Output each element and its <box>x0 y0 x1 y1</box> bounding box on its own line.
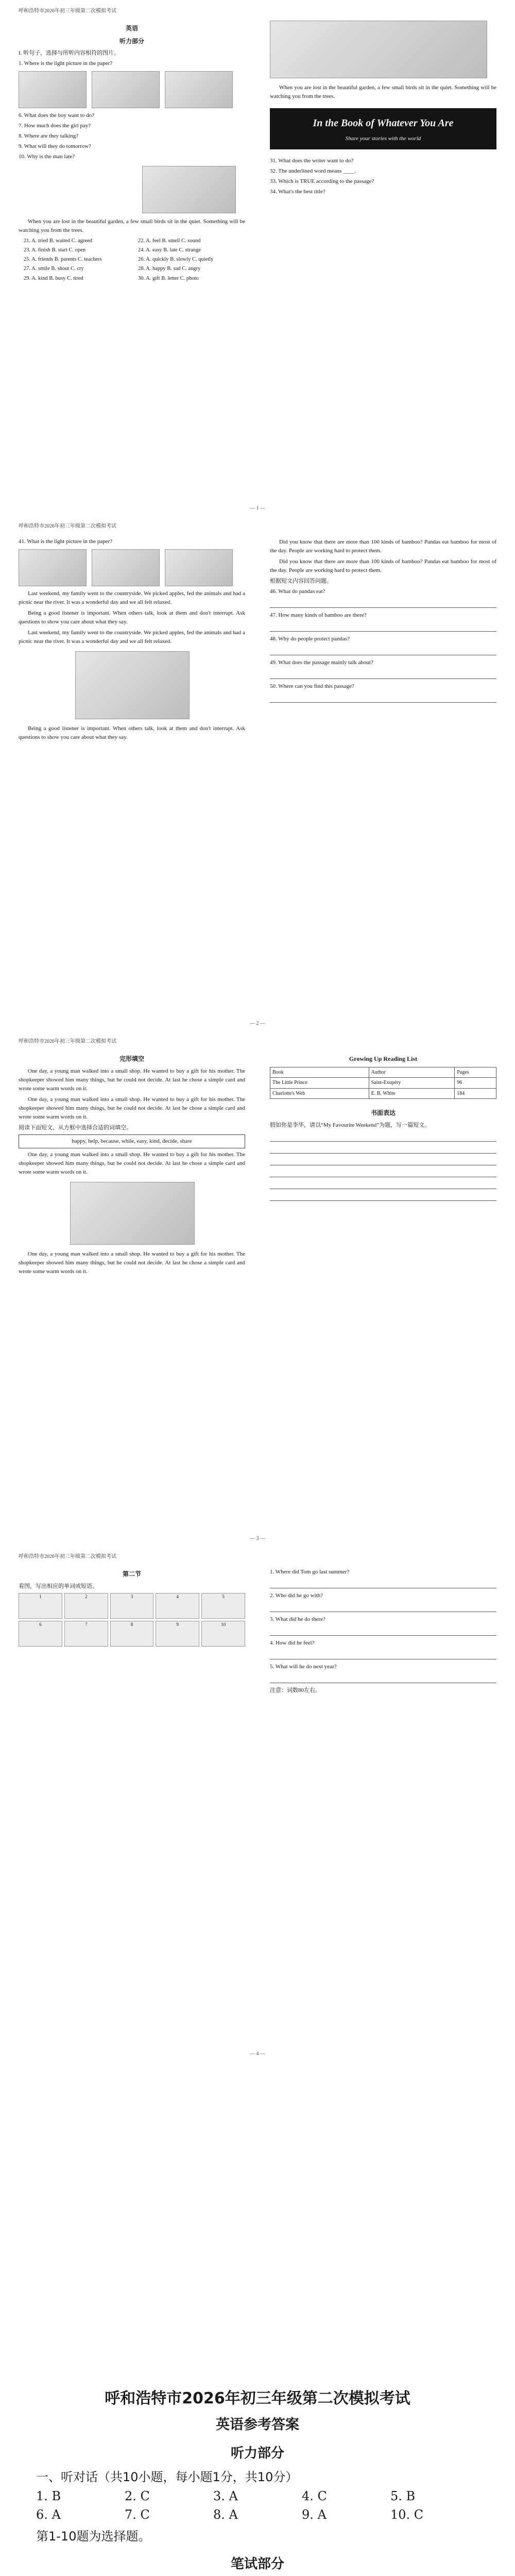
answer: 6. A <box>36 2507 61 2522</box>
cloze-option: 24. A. easy B. late C. strange <box>138 247 201 253</box>
picture-option-b <box>92 71 160 108</box>
page4-left-column <box>19 1566 245 1649</box>
writing-line[interactable] <box>270 1180 496 1189</box>
answer-line[interactable] <box>270 1603 496 1612</box>
picture-grid <box>19 1593 245 1647</box>
picture-option-b <box>92 549 160 586</box>
cloze-option: 25. A. friends B. parents C. teachers <box>24 257 102 263</box>
answer: 3. A <box>213 2489 238 2503</box>
answer-row <box>36 2507 479 2522</box>
table-title: Growing Up Reading List <box>349 1055 418 1062</box>
cloze-options <box>24 237 245 283</box>
table-cell: Saint-Exupéry <box>369 1078 455 1089</box>
cloze-passage: One day, a young man walked into a small shop. He wanted to buy a gift for his mother. The shopkeeper showed him many things, but he could not decide. At last he chose a simple card and wrote some warm words on it. <box>19 1096 245 1120</box>
dialog-question: 9. What will they do tomorrow? <box>19 143 91 150</box>
passage-b: Being a good listener is important. When others talk, look at them and don't interrupt. Ask questions to show you care about what they say. <box>19 610 245 625</box>
grid-picture: 3 <box>110 1593 154 1619</box>
answer-line[interactable] <box>270 1674 496 1683</box>
page1-left-column <box>19 21 245 283</box>
question-1: 1. Where is the light picture in the paper? <box>19 60 113 67</box>
page3-left-column <box>19 1051 245 1278</box>
question: 2. Who did he go with? <box>270 1592 323 1599</box>
page1-right-column <box>270 21 496 198</box>
question: 4. How did he feel? <box>270 1640 315 1647</box>
section-title: 第二节 <box>122 1570 141 1578</box>
book-poster <box>270 108 496 149</box>
grid-picture: 1 <box>19 1593 62 1619</box>
answer: 8. A <box>213 2507 238 2522</box>
listening-heading: 听力部分 <box>230 2446 284 2461</box>
poster-title: In the Book of Whatever You Are <box>313 117 454 129</box>
table-cell: 96 <box>455 1078 496 1089</box>
cloze-option: 28. A. happy B. sad C. angry <box>138 266 201 272</box>
right-question: 34. What's the best title? <box>270 189 325 195</box>
writing-line[interactable] <box>270 1192 496 1201</box>
answer: 2. C <box>125 2489 150 2503</box>
passage-photo <box>75 651 190 719</box>
answer: 10. C <box>390 2507 424 2522</box>
table-cell: Charlotte's Web <box>270 1088 369 1099</box>
cloze-passage: One day, a young man walked into a small shop. He wanted to buy a gift for his mother. The shopkeeper showed him many things, but he could not decide. At last he chose a simple card and wrote some warm words on it. <box>19 1151 245 1176</box>
answer: 1. B <box>36 2489 61 2503</box>
right-question: 50. Where can you find this passage? <box>270 683 354 690</box>
table-row <box>270 1067 496 1078</box>
answer-line[interactable] <box>270 599 496 608</box>
table-cell: 184 <box>455 1088 496 1099</box>
answer-key <box>36 2385 479 2576</box>
listening-section: 听力部分 <box>119 37 144 45</box>
answer-line[interactable] <box>270 670 496 679</box>
word-box: happy, help, because, while, easy, kind, decide, share <box>19 1134 245 1148</box>
grid-picture: 9 <box>156 1621 199 1647</box>
writing-line[interactable] <box>270 1145 496 1154</box>
picture-option-c <box>165 549 233 586</box>
dialog-question: 7. How much does the girl pay? <box>19 123 91 129</box>
table-row <box>270 1088 496 1099</box>
reading-list-table <box>270 1067 496 1099</box>
grid-caption: 看图，写出相应的单词或短语。 <box>19 1583 98 1589</box>
grid-picture: 6 <box>19 1621 62 1647</box>
writing-title: 书面表达 <box>370 1109 396 1117</box>
dialog-question: 8. Where are they talking? <box>19 133 79 140</box>
answer: 7. C <box>125 2507 150 2522</box>
answer-instruction: 根据短文内容回答问题。 <box>270 578 332 585</box>
writing-line[interactable] <box>270 1133 496 1142</box>
page-footer: — 1 — <box>250 505 265 511</box>
blank-page-area <box>0 2061 515 2370</box>
answer: 5. B <box>390 2489 416 2503</box>
grid-picture: 7 <box>64 1621 108 1647</box>
question-41: 41. What is the light picture in the paper? <box>19 538 113 545</box>
part1-instruction: I. 听句子，选择与所听内容相符的图片。 <box>19 50 120 57</box>
cloze-option: 30. A. gift B. letter C. photo <box>138 275 199 281</box>
cloze-option: 26. A. quickly B. slowly C. quietly <box>138 257 214 263</box>
cloze-option: 21. A. tried B. waited C. agreed <box>24 238 92 244</box>
page2-left-column <box>19 536 245 744</box>
answer-line[interactable] <box>270 1627 496 1636</box>
passage-a: Last weekend, my family went to the countryside. We picked apples, fed the animals and had a picnic near the river. It was a wonderful day and we all felt relaxed. <box>19 590 245 606</box>
cloze-option: 27. A. smile B. shout C. cry <box>24 266 84 272</box>
table-cell: E. B. White <box>369 1088 455 1099</box>
page4-right-column <box>270 1566 496 1697</box>
answer-line[interactable] <box>270 694 496 703</box>
page-footer: — 2 — <box>250 1021 265 1026</box>
question: 3. What did he do there? <box>270 1616 325 1623</box>
written-heading: 笔试部分 <box>230 2556 284 2572</box>
section-title: 完形填空 <box>119 1055 144 1062</box>
answer-key-title: 呼和浩特市2026年初三年级第二次模拟考试 <box>105 2389 410 2408</box>
cloze-option: 23. A. finish B. start C. open <box>24 247 86 253</box>
answer: 9. A <box>302 2507 327 2522</box>
writing-line[interactable] <box>270 1157 496 1165</box>
right-passage: Did you know that there are more than 100 kinds of bamboo? Pandas eat bamboo for most of the day. People are working hard to protect them. <box>270 539 496 554</box>
page-footer: — 4 — <box>250 2051 265 2057</box>
footnote: 注意：词数80左右。 <box>270 1687 321 1694</box>
page-footer: — 3 — <box>250 1536 265 1541</box>
page2-right-column <box>270 536 496 706</box>
cloze-option: 22. A. feel B. smell C. sound <box>138 238 201 244</box>
reading-paragraph: When you are lost in the beautiful garden, a few small birds sit in the quiet. Something will be watching you from the trees. <box>19 218 245 233</box>
right-question: 47. How many kinds of bamboo are there? <box>270 612 367 619</box>
top-illustration <box>270 21 487 78</box>
listening-illustration <box>142 166 236 213</box>
answer: 4. C <box>302 2489 327 2503</box>
picture-option-a <box>19 71 87 108</box>
answer-row <box>36 2489 479 2503</box>
picture-option-a <box>19 549 87 586</box>
poster-line: Share your stories with the world <box>345 135 421 142</box>
page3-right-column <box>270 1051 496 1204</box>
word-box-instruction: 阅读下面短文，从方框中选择合适的词填空。 <box>19 1124 132 1131</box>
right-question: 48. Why do people protect pandas? <box>270 636 350 642</box>
writing-prompt: 假如你是李华，请以“My Favourite Weekend”为题，写一篇短文。 <box>270 1122 431 1128</box>
listening-note: 第1-10题为选择题。 <box>36 2529 151 2544</box>
cloze-option: 29. A. kind B. busy C. tired <box>24 275 83 281</box>
table-cell: The Little Prince <box>270 1078 369 1089</box>
table-cell: Book <box>270 1067 369 1078</box>
grid-picture: 2 <box>64 1593 108 1619</box>
grid-picture: 5 <box>201 1593 245 1619</box>
writing-line[interactable] <box>270 1168 496 1177</box>
listening-title: 英语 <box>125 25 138 32</box>
grid-picture: 10 <box>201 1621 245 1647</box>
exam-page-1 <box>0 0 515 515</box>
grid-picture: 4 <box>156 1593 199 1619</box>
reading-paragraph: When you are lost in the beautiful garden, a few small birds sit in the quiet. Something will be watching you from the trees. <box>270 84 496 100</box>
exam-page-4 <box>0 1546 515 2061</box>
right-question: 49. What does the passage mainly talk about? <box>270 659 373 666</box>
page-header: 呼和浩特市2026年初三年级第二次模拟考试 <box>19 523 116 529</box>
answer-line[interactable] <box>270 647 496 655</box>
question: 5. What will he do next year? <box>270 1664 337 1670</box>
cloze-passage: One day, a young man walked into a small shop. He wanted to buy a gift for his mother. The shopkeeper showed him many things, but he could not decide. At last he chose a simple card and wrote some warm words on it. <box>19 1067 245 1092</box>
answer-key-subtitle: 英语参考答案 <box>216 2417 299 2433</box>
question: 1. Where did Tom go last summer? <box>270 1569 350 1575</box>
page-header: 呼和浩特市2026年初三年级第二次模拟考试 <box>19 8 116 14</box>
right-question: 33. Which is TRUE according to the passage? <box>270 178 374 185</box>
answer-line[interactable] <box>270 623 496 632</box>
table-row <box>270 1078 496 1089</box>
right-question: 31. What does the writer want to do? <box>270 158 354 164</box>
answer-line[interactable] <box>270 1580 496 1588</box>
page-header: 呼和浩特市2026年初三年级第二次模拟考试 <box>19 1554 116 1560</box>
grid-picture: 8 <box>110 1621 154 1647</box>
dialog-question: 10. Why is the man late? <box>19 154 75 160</box>
listening-score: 一、听对话（共10小题，每小题1分，共10分） <box>36 2470 298 2484</box>
page-header: 呼和浩特市2026年初三年级第二次模拟考试 <box>19 1039 116 1044</box>
table-cell: Author <box>369 1067 455 1078</box>
cloze-passage: One day, a young man walked into a small shop. He wanted to buy a gift for his mother. The shopkeeper showed him many things, but he could not decide. At last he chose a simple card and wrote some warm words on it. <box>19 1251 245 1275</box>
passage-b: Being a good listener is important. When others talk, look at them and don't interrupt. Ask questions to show you care about what they say. <box>19 725 245 741</box>
illustration <box>70 1182 195 1245</box>
picture-option-c <box>165 71 233 108</box>
passage-a: Last weekend, my family went to the countryside. We picked apples, fed the animals and had a picnic near the river. It was a wonderful day and we all felt relaxed. <box>19 630 245 645</box>
table-cell: Pages <box>455 1067 496 1078</box>
right-passage: Did you know that there are more than 100 kinds of bamboo? Pandas eat bamboo for most of the day. People are working hard to protect them. <box>270 558 496 574</box>
right-question: 46. What do pandas eat? <box>270 588 325 595</box>
exam-page-3 <box>0 1030 515 1546</box>
exam-page-2 <box>0 515 515 1030</box>
dialog-question: 6. What does the boy want to do? <box>19 112 95 119</box>
answer-line[interactable] <box>270 1651 496 1659</box>
answer-key-page <box>0 2370 515 2576</box>
right-question: 32. The underlined word means ____. <box>270 168 356 175</box>
